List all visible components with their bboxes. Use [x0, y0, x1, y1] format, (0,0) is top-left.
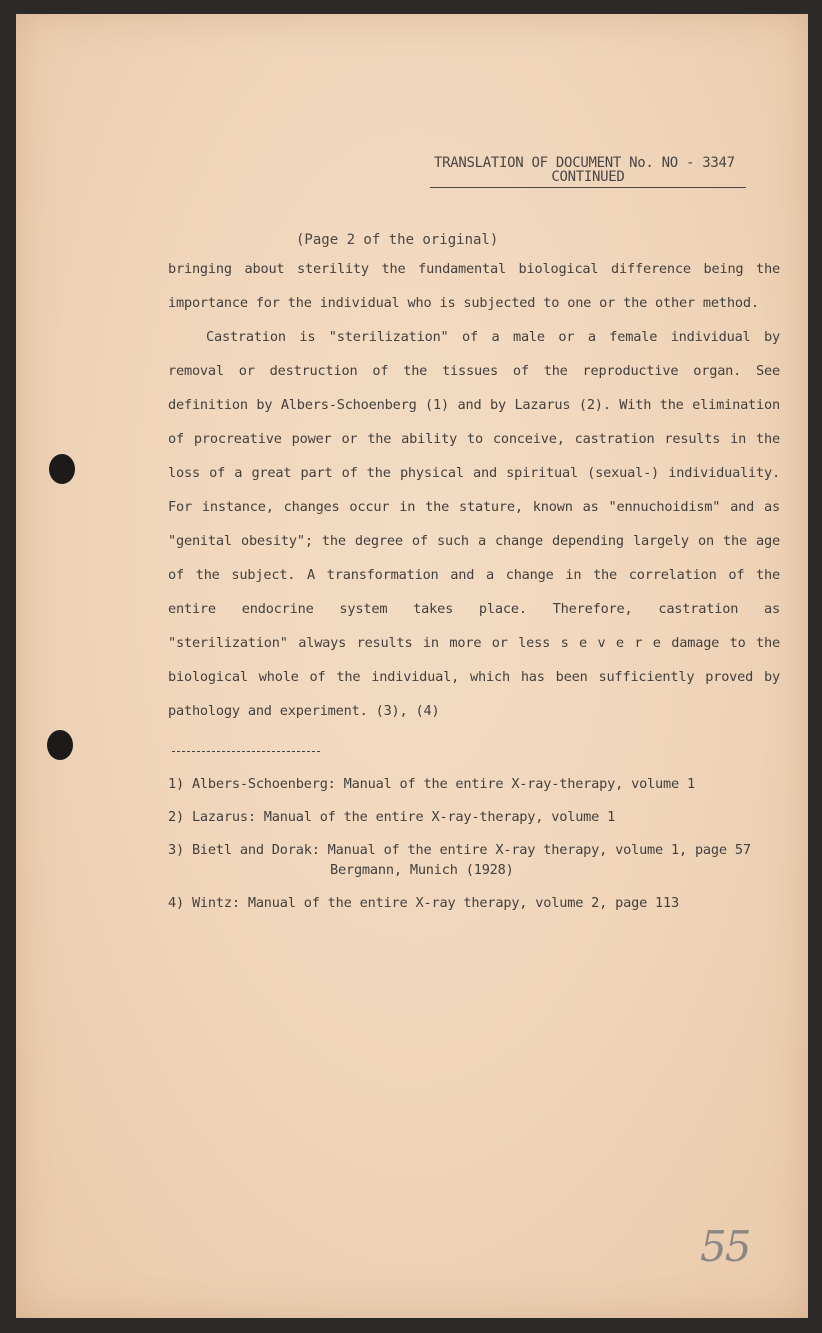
document-heading [430, 156, 746, 184]
footnote-3 [168, 840, 788, 880]
handwritten-page-number: 55 [700, 1222, 750, 1271]
heading-title: TRANSLATION OF DOCUMENT No. NO - 3347 [434, 155, 735, 171]
heading-continued: CONTINUED [551, 169, 625, 185]
body-text [168, 252, 780, 728]
paragraph-2: Castration is "sterilization" of a male or a female individual by removal or destruction of the tissues of the reproductive organ. See definition by Albers-Schoenberg (1) and by Lazarus (2). With the elimination of procreative power or the ability to conceive, castration results in the loss of a great part of the physical and spiritual (sexual-) individuality. For instance, changes occur in the stature, known as "ennuchoidism" and as "genital obesity"; the degree of such a change depending largely on the age of the subject. A transformation and a change in the correlation of the entire endocrine system takes place. Therefore, castration as "sterilization" always results in more or less s e v e r e damage to the biological whole of the individual, which has been sufficiently proved by pathology and experiment. (3), (4) [168, 329, 780, 719]
footnote-2 [168, 807, 788, 827]
footnote-text: 3) Bietl and Dorak: Manual of the entire X-ray therapy, volume 1, page 57 [168, 842, 751, 858]
footnote-separator [172, 751, 320, 752]
punch-hole-lower [47, 730, 73, 760]
footnote-4 [168, 893, 788, 913]
footnote-text: 1) Albers-Schoenberg: Manual of the entire X-ray-therapy, volume 1 [168, 776, 695, 792]
heading-underline [430, 187, 746, 188]
footnote-text: 2) Lazarus: Manual of the entire X-ray-therapy, volume 1 [168, 809, 616, 825]
footnote-1 [168, 774, 788, 794]
footnote-text: 4) Wintz: Manual of the entire X-ray therapy, volume 2, page 113 [168, 895, 679, 911]
footnotes [168, 774, 788, 926]
page-note: (Page 2 of the original) [296, 232, 499, 248]
document-page [16, 14, 808, 1318]
footnote-continuation: Bergmann, Munich (1928) [330, 862, 514, 878]
paragraph-1: bringing about sterility the fundamental biological difference being the importance for the individual who is subjected to one or the other method. [168, 261, 780, 311]
punch-hole-upper [49, 454, 75, 484]
